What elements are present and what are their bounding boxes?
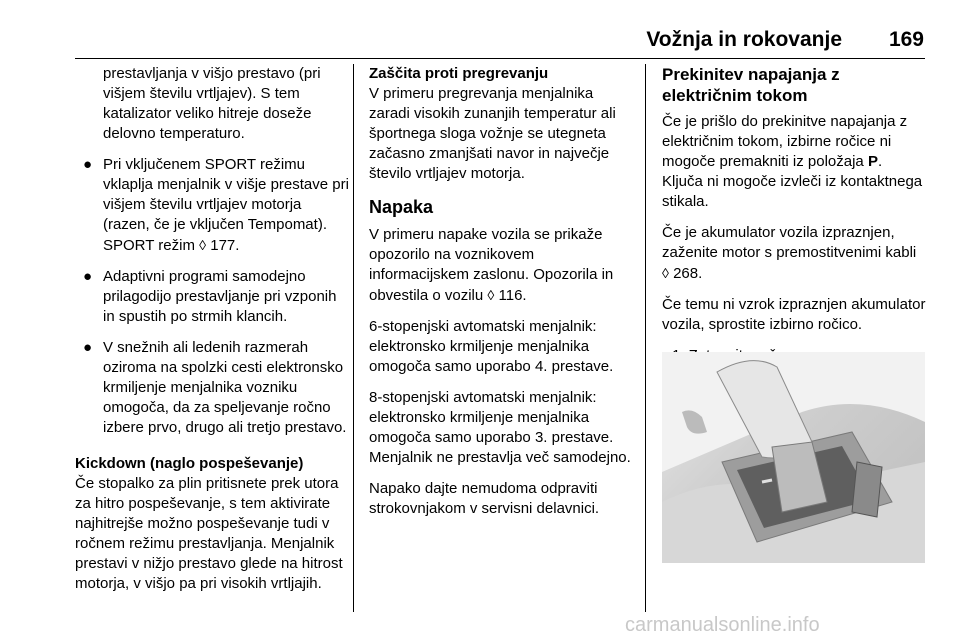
page-ref-icon: ◊ [199, 237, 207, 253]
header-rule [75, 58, 925, 59]
bullet-icon: ● [83, 156, 93, 173]
bullet-text: Adaptivni programi samodejno prilagodijo prestavljanje pri vzponih in spustih po strmih klancih. [103, 268, 337, 325]
column-1 [75, 64, 349, 605]
column-3 [662, 64, 926, 377]
gear-lever-icon [662, 352, 925, 563]
six-speed-text: 6-stopenjski avtomatski menjalnik: elektronsko krmiljenje menjalnika omogoča samo uporabo 4. prestave. [369, 318, 614, 375]
overheat-heading: Zaščita proti pregrevanju [369, 65, 549, 82]
page-header [0, 26, 960, 56]
para-text: . Ključa ni mogoče izvleči iz kontaktnega stikala. [662, 153, 923, 210]
page-ref-icon: ◊ [662, 265, 669, 281]
gear-selector-illustration [662, 352, 925, 563]
bullet-adaptive [75, 267, 349, 327]
watermark: carmanualsonline.info [625, 614, 820, 636]
bullet-snow [75, 338, 349, 438]
bullet-icon: ● [83, 339, 93, 356]
kickdown-heading: Kickdown (naglo pospeševanje) [75, 455, 304, 472]
bullet-text: V snežnih ali ledenih razmerah oziroma na spolzki cesti elektronsko krmiljenje menjalnika vozniku omogoča, da za speljevanje ročno izbere prvo, drugo ali tretjo prestavo. [103, 339, 347, 436]
continued-paragraph: prestavljanja v višjo prestavo (pri višjem številu vrtljajev). S tem katalizator veliko hitreje doseže delovno temperaturo. [103, 65, 321, 142]
kickdown-text: Če stopalko za plin pritisnete prek utora za hitro pospeševanje, s tem aktivirate najhitrejše možno pospeševanje tudi v ročnem režimu prestavljanja. Menjalnik prestavi v nižjo prestavo glede na hitrost motorja, v višjo pa pri visokih vrtljajih. [75, 475, 343, 592]
column-divider-1 [353, 64, 354, 612]
bullet-text: Pri vključenem SPORT režimu vklaplja menjalnik v višje prestave pri višjem številu vrtljajev motorja (razen, če je vključen Tempomat). SPORT režim [103, 156, 349, 254]
page-title: Vožnja in rokovanje [646, 28, 842, 51]
fault-text [369, 225, 637, 306]
power-cut-heading: Prekinitev napajanja z električnim tokom [662, 65, 840, 105]
page-ref-link[interactable]: 177. [210, 237, 240, 254]
page-ref-link[interactable]: 116. [498, 287, 527, 304]
column-divider-2 [645, 64, 646, 612]
position-p-label: P [867, 153, 878, 170]
para-text: Če je prišlo do prekinitve napajanja z električnim tokom, izbirne ročice ni mogoče premakniti iz položaja [662, 113, 908, 170]
service-text: Napako dajte nemudoma odpraviti strokovnjakom v servisni delavnici. [369, 480, 600, 517]
fault-text-body: V primeru napake vozila se prikaže opozorilo na voznikovem informacijskem zaslonu. Opozorila in obvestila o vozilu [369, 226, 614, 304]
page-ref-icon: ◊ [487, 287, 495, 303]
power-cut-para-3: Če temu ni vzrok izpraznjen akumulator vozila, sprostite izbirno ročico. [662, 296, 926, 333]
bullet-icon: ● [83, 268, 93, 285]
power-cut-para-1 [662, 112, 926, 212]
column-2 [369, 64, 637, 530]
bullet-sport-mode [75, 155, 349, 256]
page-number: 169 [888, 28, 924, 51]
power-cut-para-2 [662, 223, 926, 284]
para-text: Če je akumulator vozila izpraznjen, zaženite motor s premostitvenimi kabli [662, 224, 917, 261]
overheat-text: V primeru pregrevanja menjalnika zaradi visokih zunanjih temperatur ali športnega sloga vožnje se utegneta začasno zmanjšati navor in največje število vrtljajev motorja. [369, 85, 616, 182]
fault-heading: Napaka [369, 197, 434, 217]
page-ref-link[interactable]: 268. [673, 265, 703, 282]
eight-speed-text: 8-stopenjski avtomatski menjalnik: elektronsko krmiljenje menjalnika omogoča samo uporabo 3. prestave. Menjalnik ne prestavlja več samodejno. [369, 389, 631, 466]
